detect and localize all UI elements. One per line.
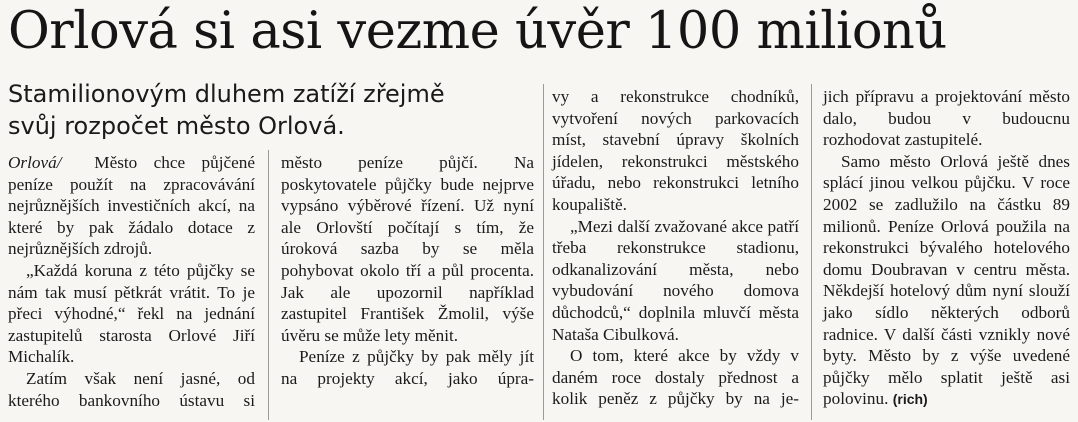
paragraph: O tom, které akce by vždy v daném roce dostaly přednost a kolik peněz z půjčky by na je- (552, 346, 799, 409)
paragraph: jich přípravu a projektování město dalo, budou v budoucnu rozhodovat zastupitelé. (823, 87, 1070, 150)
paragraph: „Mezi další zvažované akce patří třeba rekonstrukce stadionu, odkanalizování města, nebo vybudování nového domova důchodců,“ doplnila mluvčí města Nataša Cibulková. (552, 216, 799, 344)
paragraph: Peníze z půjčky by pak měly jít na projekty akcí, jako úpra- (281, 347, 534, 388)
paragraph: „Každá koruna z této půjčky se nám tak musí pětkrát vrátit. To je přeci výhodné,“ řekl na jednání zastupitelů starosta Orlové Jiří Michalík. (8, 260, 255, 367)
article-column-1 (8, 152, 255, 411)
article-column-4 (823, 86, 1070, 411)
article-column-2 (281, 152, 534, 390)
paragraph: Zatím však není jasné, od kterého bankovního ústavu si (8, 368, 255, 410)
paragraph: vy a rekonstrukce chodníků, vytvoření nových parkovacích míst, stavební úpravy školních jídelen, rekonstrukci městského úřadu, nebo rekonstrukci letního koupaliště. (552, 87, 799, 214)
paragraph (8, 152, 255, 260)
paragraph-text: Město chce půjčené peníze použít na zpracovávání nejrůznějších investičních akcí, na které by pak žádalo dotace z nejrůznějších zdrojů. (8, 153, 255, 259)
paragraph-text: Samo město Orlová ještě dnes splácí jinou velkou půjčku. V roce 2002 se zadlužilo na částku 89 milionů. Peníze Orlová použila na rekonstrukci bývalého hotelového domu Doubravan v centru města. Někdejší hotelový dům nyní slouží jako sídlo některých odborů radnice. V další části vznikly nové byty. Město by z výše uvedené půjčky mělo splatit ještě asi polovinu. (823, 151, 1070, 409)
column-divider (268, 150, 269, 420)
subhead-line-1: Stamilionovým dluhem zatíží zřejmě (8, 80, 445, 108)
paragraph: město peníze půjčí. Na poskytovatele půjčky bude nejprve vypsáno výběrové řízení. Už nyní ale Orlovští počítají s tím, že úroková sazba by se měla pohybovat okolo tří a půl procenta. Jak ale upozornil například zastupitel František Žmolil, výše úvěru se může lety měnit. (281, 153, 534, 345)
article-column-3 (552, 86, 799, 410)
article-headline: Orlová si asi vezme úvěr 100 milionů (8, 2, 947, 61)
author-signature: (rich) (892, 391, 928, 408)
article-subhead (8, 78, 528, 142)
subhead-line-2: svůj rozpočet město Orlová. (8, 112, 345, 140)
column-divider (543, 84, 544, 420)
dateline: Orlová/ (8, 153, 62, 172)
paragraph (823, 151, 1070, 411)
column-divider (811, 84, 812, 420)
